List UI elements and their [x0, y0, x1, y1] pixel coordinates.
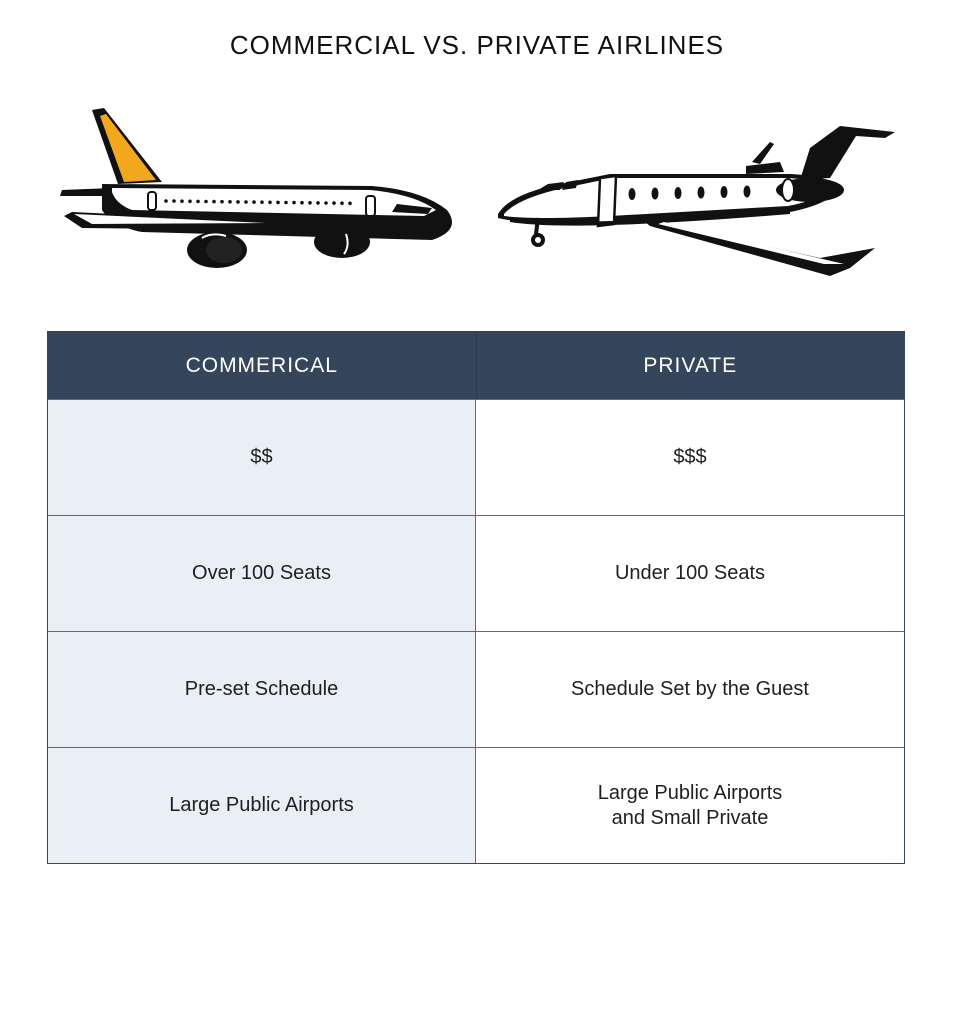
table-row	[48, 747, 904, 863]
page-title: COMMERCIAL VS. PRIVATE AIRLINES	[229, 30, 725, 60]
header-commercial: COMMERICAL	[185, 353, 338, 377]
cell-commercial: Over 100 Seats	[48, 516, 476, 631]
cell-commercial: $$	[48, 400, 476, 515]
comparison-table	[47, 331, 905, 864]
table-header-row	[48, 332, 904, 399]
commercial-airliner-icon	[52, 100, 462, 275]
cell-private: Large Public Airports and Small Private	[476, 748, 904, 863]
table-row	[48, 399, 904, 515]
private-jet-icon	[490, 118, 900, 283]
cell-commercial: Large Public Airports	[48, 748, 476, 863]
header-private: PRIVATE	[476, 332, 905, 399]
cell-commercial: Pre-set Schedule	[48, 632, 476, 747]
cell-private: $$$	[476, 400, 904, 515]
table-row	[48, 631, 904, 747]
cell-private: Schedule Set by the Guest	[476, 632, 904, 747]
cell-private: Under 100 Seats	[476, 516, 904, 631]
table-row	[48, 515, 904, 631]
